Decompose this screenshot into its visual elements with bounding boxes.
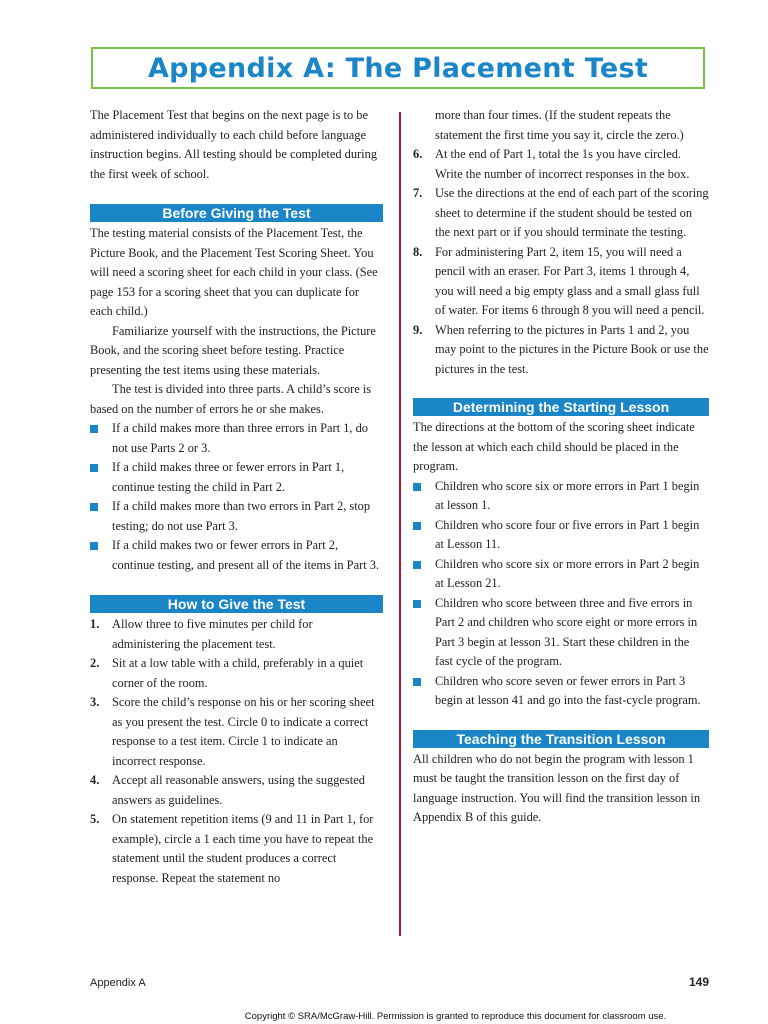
copyright-notice: Copyright © SRA/McGraw-Hill. Permission is granted to reproduce this document for classroom use. <box>244 1011 667 1022</box>
list-item: 1. Allow three to five minutes per child for administering the placement test. <box>90 617 313 651</box>
column-divider <box>399 112 401 936</box>
section-heading-how-to-give: How to Give the Test <box>90 595 383 613</box>
list-item: 7. Use the directions at the end of each part of the scoring sheet to determine if the student should be tested on the next part or if you should terminate the testing. <box>413 186 709 239</box>
page-title: Appendix A: The Placement Test <box>147 52 649 84</box>
section-heading-before-giving: Before Giving the Test <box>90 204 383 222</box>
list-item: Children who score six or more errors in Part 1 begin at lesson 1. <box>413 477 709 516</box>
list-item: 9. When referring to the pictures in Parts 1 and 2, you may point to the pictures in the Picture Book or use the pictures in the test. <box>413 322 709 376</box>
list-item: 3. Score the child’s response on his or her scoring sheet as you present the test. Circle 0 to indicate a correct response to a test item. Circle 1 to indicate an incorrect response. <box>90 695 375 768</box>
list-item: If a child makes three or fewer errors in Part 1, continue testing the child in Part 2. <box>90 458 383 497</box>
bullet-square-icon <box>413 678 421 686</box>
list-item: 2. Sit at a low table with a child, preferably in a quiet corner of the room. <box>90 656 364 690</box>
bullet-square-icon <box>413 600 421 608</box>
before-paragraph-3: The test is divided into three parts. A child’s score is based on the number of errors he or she makes. <box>90 382 372 416</box>
bullet-square-icon <box>413 522 421 530</box>
starting-lesson-list <box>413 477 709 711</box>
bullet-square-icon <box>90 425 98 433</box>
list-item: Children who score between three and five errors in Part 2 and children who score eight or more errors in Part 3 begin at lesson 31. Start these children in the fast cycle of the program. <box>413 594 709 672</box>
bullet-square-icon <box>90 542 98 550</box>
before-paragraph-2: Familiarize yourself with the instructions, the Picture Book, and the scoring sheet before testing. Practice presenting the test items using these materials. <box>90 323 376 377</box>
part-rules-list <box>90 419 383 575</box>
list-item: 4. Accept all reasonable answers, using the suggested answers as guidelines. <box>90 773 365 807</box>
list-item: If a child makes more than two errors in Part 2, stop testing; do not use Part 3. <box>90 497 383 536</box>
step-5-continuation: more than four times. (If the student repeats the statement the first time you say it, circle the zero.) <box>435 108 684 142</box>
list-item: Children who score seven or fewer errors in Part 3 begin at lesson 41 and go into the fast-cycle program. <box>413 672 709 711</box>
bullet-square-icon <box>413 561 421 569</box>
title-box <box>91 47 705 89</box>
list-item: If a child makes more than three errors in Part 1, do not use Parts 2 or 3. <box>90 419 383 458</box>
how-to-steps-list-continued <box>413 145 709 379</box>
list-item: Children who score six or more errors in Part 2 begin at Lesson 21. <box>413 555 709 594</box>
list-item: 6. At the end of Part 1, total the 1s you have circled. Write the number of incorrect responses in the box. <box>413 147 690 181</box>
section-heading-starting-lesson: Determining the Starting Lesson <box>413 398 709 416</box>
list-item: 5. On statement repetition items (9 and 11 in Part 1, for example), circle a 1 each time you have to repeat the statement until the student produces a correct response. Repeat the statement no <box>90 812 374 885</box>
list-item: 8. For administering Part 2, item 15, you will need a pencil with an eraser. For Part 3, items 1 through 4, you will need a big empty glass and a small glass full of water. For items 6 through 8 you will need a pencil. <box>413 244 705 317</box>
section-heading-transition-lesson: Teaching the Transition Lesson <box>413 730 709 748</box>
bullet-square-icon <box>90 503 98 511</box>
how-to-steps-list <box>90 615 383 888</box>
footer-section-label: Appendix A <box>90 977 146 989</box>
bullet-square-icon <box>90 464 98 472</box>
before-paragraph-1: The testing material consists of the Placement Test, the Picture Book, and the Placement Test Scoring Sheet. You will need a scoring sheet for each child in your class. (See page 153 for a scoring sheet that you can duplicate for each child.) <box>90 226 378 318</box>
intro-paragraph: The Placement Test that begins on the next page is to be administered individually to each child before language instruction begins. All testing should be completed during the first week of school. <box>90 108 378 181</box>
left-column <box>90 106 383 888</box>
list-item: Children who score four or five errors in Part 1 begin at Lesson 11. <box>413 516 709 555</box>
starting-lesson-paragraph: The directions at the bottom of the scoring sheet indicate the lesson at which each child should be placed in the program. <box>413 420 695 473</box>
right-column <box>413 106 709 828</box>
list-item: If a child makes two or fewer errors in Part 2, continue testing, and present all of the items in Part 3. <box>90 536 383 575</box>
transition-paragraph: All children who do not begin the program with lesson 1 must be taught the transition lesson on the first day of language instruction. You will find the transition lesson in Appendix B of this guide. <box>413 751 701 824</box>
page-number: 149 <box>688 975 709 989</box>
bullet-square-icon <box>413 483 421 491</box>
